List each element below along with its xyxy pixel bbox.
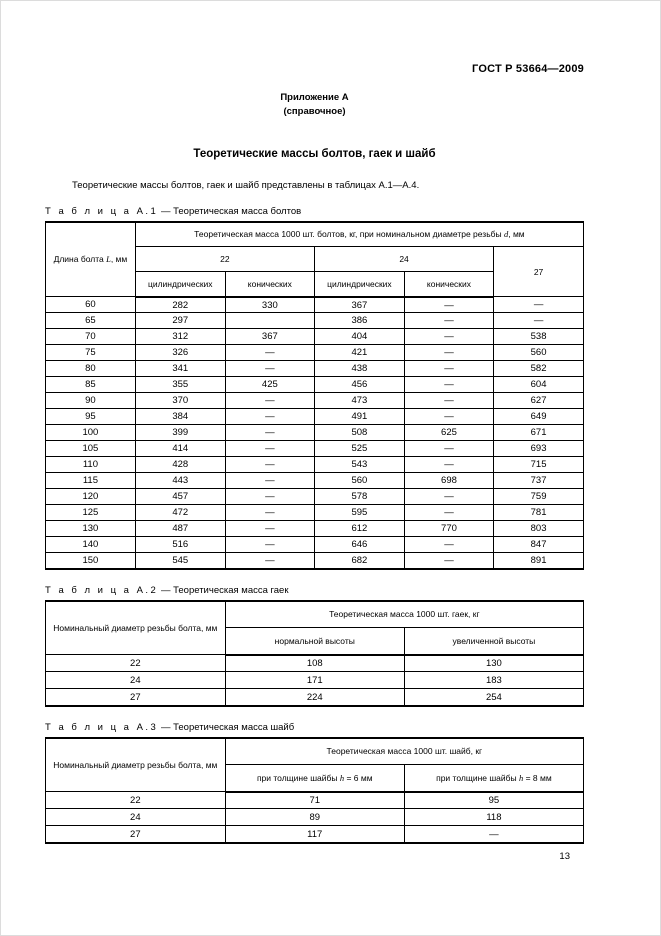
table-cell: 891 [494,553,584,569]
table-cell: 90 [46,393,136,409]
table-cell: 847 [494,537,584,553]
table-cell: 326 [135,345,225,361]
table-cell: 118 [404,809,583,826]
col-header-bolt-length-text: Длина болта [53,254,107,265]
col-header-thickness-6mm [225,765,404,792]
table-cell: 404 [314,329,404,345]
table-cell: 65 [46,313,136,329]
table-cell: 22 [46,655,226,672]
table-row [46,489,584,505]
table-cell: — [404,313,493,329]
col-header-thickness-8mm [404,765,583,792]
table-cell: 27 [46,826,226,843]
table-cell: 27 [46,689,226,706]
col-header-diameter-24: 24 [314,247,493,272]
table-cell: 70 [46,329,136,345]
table-row [46,792,584,809]
table-a2-nut-masses [45,600,584,707]
table-a3-header [46,738,584,792]
table-cell: 117 [225,826,404,843]
table-cell: 781 [494,505,584,521]
table-row [46,537,584,553]
table-cell: 604 [494,377,584,393]
col-header-nut-mass-span: Теоретическая масса 1000 шт. гаек, кг [225,601,583,628]
table-cell: 516 [135,537,225,553]
table-cell: — [225,521,314,537]
col-header-diameter-22: 22 [135,247,314,272]
col-header-bolt-length [46,222,136,297]
table-cell: — [404,826,583,843]
table-cell: 543 [314,457,404,473]
table-a1-caption-label: Т а б л и ц а А.1 [45,205,159,217]
table-row [46,409,584,425]
table-cell: — [225,345,314,361]
table-cell: 491 [314,409,404,425]
table-row [46,655,584,672]
table-cell: 649 [494,409,584,425]
col-header-cylindrical-24: цилиндрических [314,272,404,297]
table-cell: 473 [314,393,404,409]
table-row [46,473,584,489]
table-cell: 254 [404,689,583,706]
table-a2-caption [45,585,584,596]
table-a1-bolt-masses [45,221,584,570]
table-cell: 367 [314,297,404,313]
table-cell: 370 [135,393,225,409]
table-cell: — [225,473,314,489]
italic-variable-d: d [503,229,509,240]
col-header-mass-span-text: Теоретическая масса 1000 шт. болтов, кг, при номинальном диаметре резьбы [194,229,504,240]
col-header-nominal-diameter: Номинальный диаметр резьбы болта, мм [46,601,226,655]
table-row [46,425,584,441]
col-header-normal-height: нормальной высоты [225,628,404,655]
table-cell: 95 [46,409,136,425]
table-a1-body [46,297,584,569]
table-a3-washer-masses [45,737,584,844]
italic-variable-L: L [106,254,111,265]
table-cell: 421 [314,345,404,361]
table-row [46,441,584,457]
table-cell: 682 [314,553,404,569]
table-cell: — [494,297,584,313]
table-cell: 595 [314,505,404,521]
table-cell: 698 [404,473,493,489]
table-cell: 100 [46,425,136,441]
table-a3-caption-label: Т а б л и ц а А.3 [45,721,159,733]
table-cell: 428 [135,457,225,473]
table-cell: — [225,537,314,553]
table-cell: — [404,361,493,377]
table-cell: 759 [494,489,584,505]
table-row [46,393,584,409]
col-header-mass-span-unit: , мм [508,229,525,240]
table-cell: 545 [135,553,225,569]
table-cell: 671 [494,425,584,441]
table-row [46,521,584,537]
table-a3-caption-text: — Теоретическая масса шайб [158,721,295,733]
table-cell: 355 [135,377,225,393]
table-row [46,826,584,843]
table-cell: 560 [494,345,584,361]
table-cell: — [404,457,493,473]
table-cell: 183 [404,672,583,689]
table-cell: — [404,393,493,409]
table-row [46,329,584,345]
table-cell: 115 [46,473,136,489]
table-cell: 693 [494,441,584,457]
table-cell: — [225,505,314,521]
table-a1-header [46,222,584,297]
table-cell: 625 [404,425,493,441]
col-header-thickness-8mm-value: = 8 мм [523,772,552,783]
annex-title: Приложение А [280,92,349,103]
table-a3-caption [45,722,584,733]
table-cell: 130 [46,521,136,537]
table-cell: — [404,505,493,521]
page-title: Теоретические массы болтов, гаек и шайб [193,147,436,160]
table-cell: 282 [135,297,225,313]
table-cell: — [404,537,493,553]
table-cell: — [225,489,314,505]
table-cell: 425 [225,377,314,393]
table-row [46,297,584,313]
col-header-thickness-6mm-value: = 6 мм [344,772,373,783]
table-cell: 715 [494,457,584,473]
table-cell: 472 [135,505,225,521]
table-cell [225,313,314,329]
table-row [46,361,584,377]
table-a3-body [46,792,584,843]
table-cell: 560 [314,473,404,489]
table-cell: 737 [494,473,584,489]
table-cell: 438 [314,361,404,377]
col-header-nominal-diameter: Номинальный диаметр резьбы болта, мм [46,738,226,792]
table-a2-header [46,601,584,655]
table-cell: — [225,425,314,441]
table-cell: — [404,329,493,345]
table-cell: 341 [135,361,225,377]
content-block [45,1,584,862]
table-row [46,809,584,826]
table-cell: 22 [46,792,226,809]
table-a1-caption-text: — Теоретическая масса болтов [158,205,302,217]
table-cell: — [225,409,314,425]
table-cell: 803 [494,521,584,537]
table-cell: 443 [135,473,225,489]
table-cell: 538 [494,329,584,345]
table-cell: 120 [46,489,136,505]
table-cell: 770 [404,521,493,537]
table-cell: 140 [46,537,136,553]
table-cell: — [225,393,314,409]
table-cell: 578 [314,489,404,505]
table-cell: 312 [135,329,225,345]
table-a2-caption-label: Т а б л и ц а А.2 [45,584,159,596]
col-header-diameter-27: 27 [494,247,584,297]
table-cell: 130 [404,655,583,672]
col-header-washer-mass-span: Теоретическая масса 1000 шт. шайб, кг [225,738,583,765]
table-cell: 612 [314,521,404,537]
table-cell: 80 [46,361,136,377]
table-cell: 89 [225,809,404,826]
table-cell: 582 [494,361,584,377]
intro-paragraph: Теоретические массы болтов, гаек и шайб представлены в таблицах А.1—А.4. [72,179,420,191]
table-row [46,505,584,521]
col-header-increased-height: увеличенной высоты [404,628,583,655]
col-header-mass-span [135,222,583,247]
table-cell: 457 [135,489,225,505]
table-cell: 150 [46,553,136,569]
table-cell: 85 [46,377,136,393]
table-cell: — [404,489,493,505]
table-cell: 24 [46,809,226,826]
table-cell: 487 [135,521,225,537]
table-cell: 525 [314,441,404,457]
italic-variable-h: h [339,772,345,783]
table-a1-caption [45,206,584,217]
table-cell: 456 [314,377,404,393]
table-cell: — [404,297,493,313]
table-cell: 224 [225,689,404,706]
table-cell: 297 [135,313,225,329]
col-header-conical-24: конических [404,272,493,297]
table-cell: 110 [46,457,136,473]
table-a2-body [46,655,584,706]
table-cell: 646 [314,537,404,553]
table-cell: 105 [46,441,136,457]
table-cell: 171 [225,672,404,689]
table-cell: 24 [46,672,226,689]
table-row [46,377,584,393]
table-a2-caption-text: — Теоретическая масса гаек [158,584,289,596]
annex-heading [45,91,584,119]
document-reference: ГОСТ Р 53664—2009 [472,63,584,75]
table-cell: — [404,409,493,425]
table-cell: — [404,441,493,457]
table-row [46,553,584,569]
table-cell: — [404,553,493,569]
table-cell: 330 [225,297,314,313]
table-cell: — [225,457,314,473]
col-header-bolt-length-unit: , мм [110,254,128,265]
table-cell: 384 [135,409,225,425]
table-cell: 108 [225,655,404,672]
table-cell: — [225,553,314,569]
table-cell: — [404,377,493,393]
table-cell: 399 [135,425,225,441]
table-cell: 508 [314,425,404,441]
table-cell: — [225,361,314,377]
table-cell: 386 [314,313,404,329]
table-cell: 60 [46,297,136,313]
table-cell: 75 [46,345,136,361]
page-number: 13 [559,850,570,862]
table-row [46,672,584,689]
table-row [46,457,584,473]
italic-variable-h: h [519,772,524,783]
table-cell: — [494,313,584,329]
annex-subtitle: (справочное) [283,105,346,117]
table-row [46,689,584,706]
col-header-conical-22: конических [225,272,314,297]
col-header-cylindrical-22: цилиндрических [135,272,225,297]
table-cell: 71 [225,792,404,809]
table-row [46,313,584,329]
table-cell: — [404,345,493,361]
table-cell: 627 [494,393,584,409]
col-header-thickness-6mm-text: при толщине шайбы [256,772,340,783]
col-header-thickness-8mm-text: при толщине шайбы [436,772,519,783]
table-cell: 414 [135,441,225,457]
table-cell: 95 [404,792,583,809]
table-cell: — [225,441,314,457]
table-row [46,345,584,361]
table-cell: 367 [225,329,314,345]
table-cell: 125 [46,505,136,521]
